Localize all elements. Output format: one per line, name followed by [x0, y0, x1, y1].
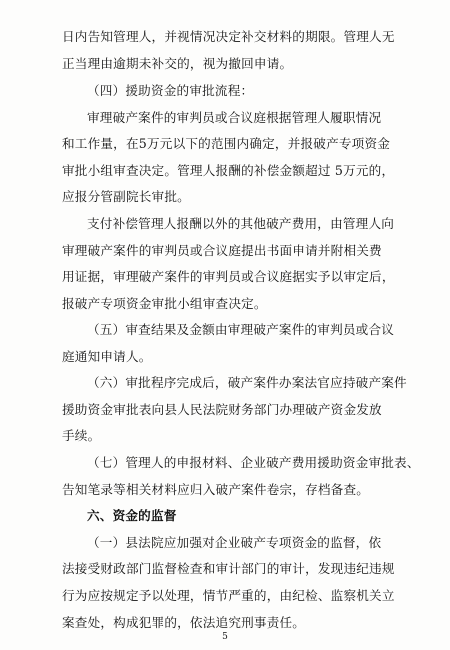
- text-line: 手续。: [62, 428, 101, 443]
- text-line: 援助资金审批表向县人民法院财务部门办理破产资金发放: [62, 402, 382, 417]
- text-line: 庭通知申请人。: [62, 349, 152, 364]
- section-heading: 六、资金的监督: [87, 508, 177, 523]
- subheading-line: （四）援助资金的审批流程：: [87, 83, 254, 98]
- text-line: 支付补偿管理人报酬以外的其他破产费用，由管理人向: [87, 216, 395, 231]
- text-line: （六）审批程序完成后，破产案件办案法官应持破产案件: [87, 375, 407, 390]
- text-line: 审批小组审查决定。管理人报酬的补偿金额超过 5万元的，: [62, 163, 395, 178]
- text-line: 报破产专项资金审批小组审查决定。: [62, 296, 267, 311]
- text-line: 正当理由逾期未补交的，视为撤回申请。: [62, 56, 293, 71]
- text-line: 案查处，构成犯罪的，依法追究刑事责任。: [62, 615, 306, 630]
- text-line: 日内告知管理人，并视情况决定补交材料的期限。管理人无: [62, 29, 395, 44]
- text-line: 审理破产案件的审判员或合议庭根据管理人履职情况: [87, 110, 382, 125]
- text-line: 用证据，审理破产案件的审判员或合议庭据实予以审定后，: [62, 269, 395, 284]
- text-line: （七）管理人的申报材料、企业破产费用援助资金审批表、: [87, 455, 420, 470]
- text-line: 和工作量，在5万元以下的范围内确定，并报破产专项资金: [62, 136, 391, 151]
- text-line: （五）审查结果及金额由审理破产案件的审判员或合议: [87, 322, 395, 337]
- text-line: 法接受财政部门监督检查和审计部门的审计，发现违纪违规: [62, 561, 395, 576]
- text-line: 应报分管副院长审批。: [62, 189, 190, 204]
- text-line: 行为应按规定予以处理，情节严重的，由纪检、监察机关立: [62, 588, 395, 603]
- text-line: 审理破产案件的审判员或合议庭提出书面申请并附相关费: [62, 243, 382, 258]
- page-number: 5: [222, 632, 228, 642]
- text-line: （一）县法院应加强对企业破产专项资金的监督，依: [87, 535, 382, 550]
- text-line: 告知笔录等相关材料应归入破产案件卷宗，存档备查。: [62, 482, 370, 497]
